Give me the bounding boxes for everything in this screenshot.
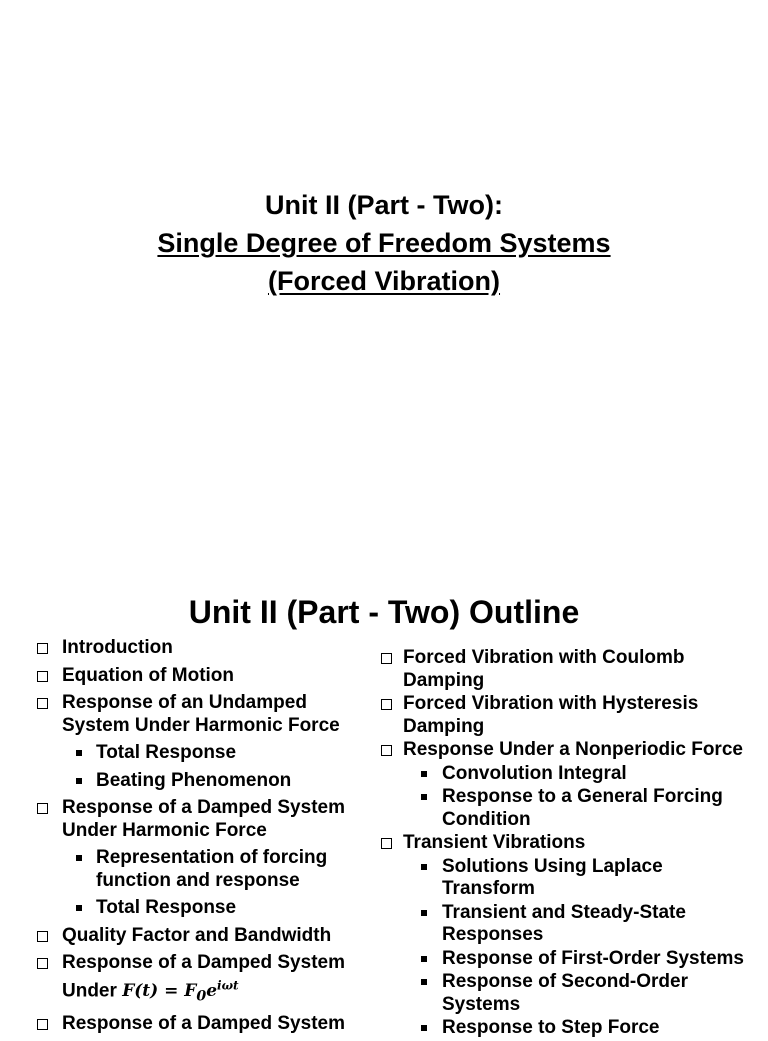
square-bullet-icon <box>421 910 427 916</box>
outline-item: Response of a Damped System <box>36 1013 366 1036</box>
square-bullet-icon <box>421 794 427 800</box>
square-bullet-icon <box>421 956 427 962</box>
checkbox-bullet-icon <box>381 699 392 710</box>
outline-subitem: Total Response <box>36 897 366 920</box>
checkbox-bullet-icon <box>37 698 48 709</box>
outline-subitem: Convolution Integral <box>380 763 760 786</box>
outline-subitem: Response of Second-Order Systems <box>380 971 760 1016</box>
outline-item: Response Under a Nonperiodic Force <box>380 739 760 762</box>
outline-item: Quality Factor and Bandwidth <box>36 925 366 948</box>
outline-slide <box>0 576 768 1038</box>
square-bullet-icon <box>76 750 82 756</box>
checkbox-bullet-icon <box>37 803 48 814</box>
outline-item: Introduction <box>36 637 366 660</box>
checkbox-bullet-icon <box>37 671 48 682</box>
outline-item: Forced Vibration with Coulomb Damping <box>380 647 760 692</box>
outline-subitem: Transient and Steady-State Responses <box>380 902 760 947</box>
outline-item: Response of an Undamped System Under Harmonic Force <box>36 692 366 737</box>
square-bullet-icon <box>76 855 82 861</box>
square-bullet-icon <box>421 1025 427 1031</box>
outline-subitem: Beating Phenomenon <box>36 770 366 793</box>
outline-item: Forced Vibration with Hysteresis Damping <box>380 693 760 738</box>
square-bullet-icon <box>421 771 427 777</box>
outline-subitem: Solutions Using Laplace Transform <box>380 856 760 901</box>
title-block <box>0 186 768 300</box>
checkbox-bullet-icon <box>37 1019 48 1030</box>
outline-subitem: Response to a General Forcing Condition <box>380 786 760 831</box>
checkbox-bullet-icon <box>37 958 48 969</box>
checkbox-bullet-icon <box>37 643 48 654</box>
square-bullet-icon <box>421 864 427 870</box>
forcing-equation: $F(t) = F_0e^{i\omega t}$ <box>122 978 239 1005</box>
outline-item: Response of a Damped System Under Harmonic Force <box>36 797 366 842</box>
checkbox-bullet-icon <box>381 745 392 756</box>
outline-subitem: Representation of forcing function and response <box>36 847 366 892</box>
outline-subitem: Total Response <box>36 742 366 765</box>
outline-title: Unit II (Part - Two) Outline <box>188 594 580 630</box>
outline-item: Transient Vibrations <box>380 832 760 855</box>
outline-item: Equation of Motion <box>36 665 366 688</box>
topic-title: Single Degree of Freedom Systems <box>157 228 611 258</box>
square-bullet-icon <box>421 979 427 985</box>
outline-right-column <box>380 647 760 1041</box>
outline-item: Response of a Damped System Under $F(t) = F_0e^{i\omega t}$ <box>36 952 366 1008</box>
unit-title: Unit II (Part - Two): <box>265 190 503 220</box>
checkbox-bullet-icon <box>381 838 392 849</box>
outline-subitem: Response of First-Order Systems <box>380 948 760 971</box>
square-bullet-icon <box>76 778 82 784</box>
square-bullet-icon <box>76 905 82 911</box>
topic-subtitle: (Forced Vibration) <box>267 266 501 296</box>
outline-left-column <box>36 637 366 1041</box>
outline-subitem: Response to Step Force <box>380 1017 760 1040</box>
checkbox-bullet-icon <box>37 931 48 942</box>
checkbox-bullet-icon <box>381 653 392 664</box>
